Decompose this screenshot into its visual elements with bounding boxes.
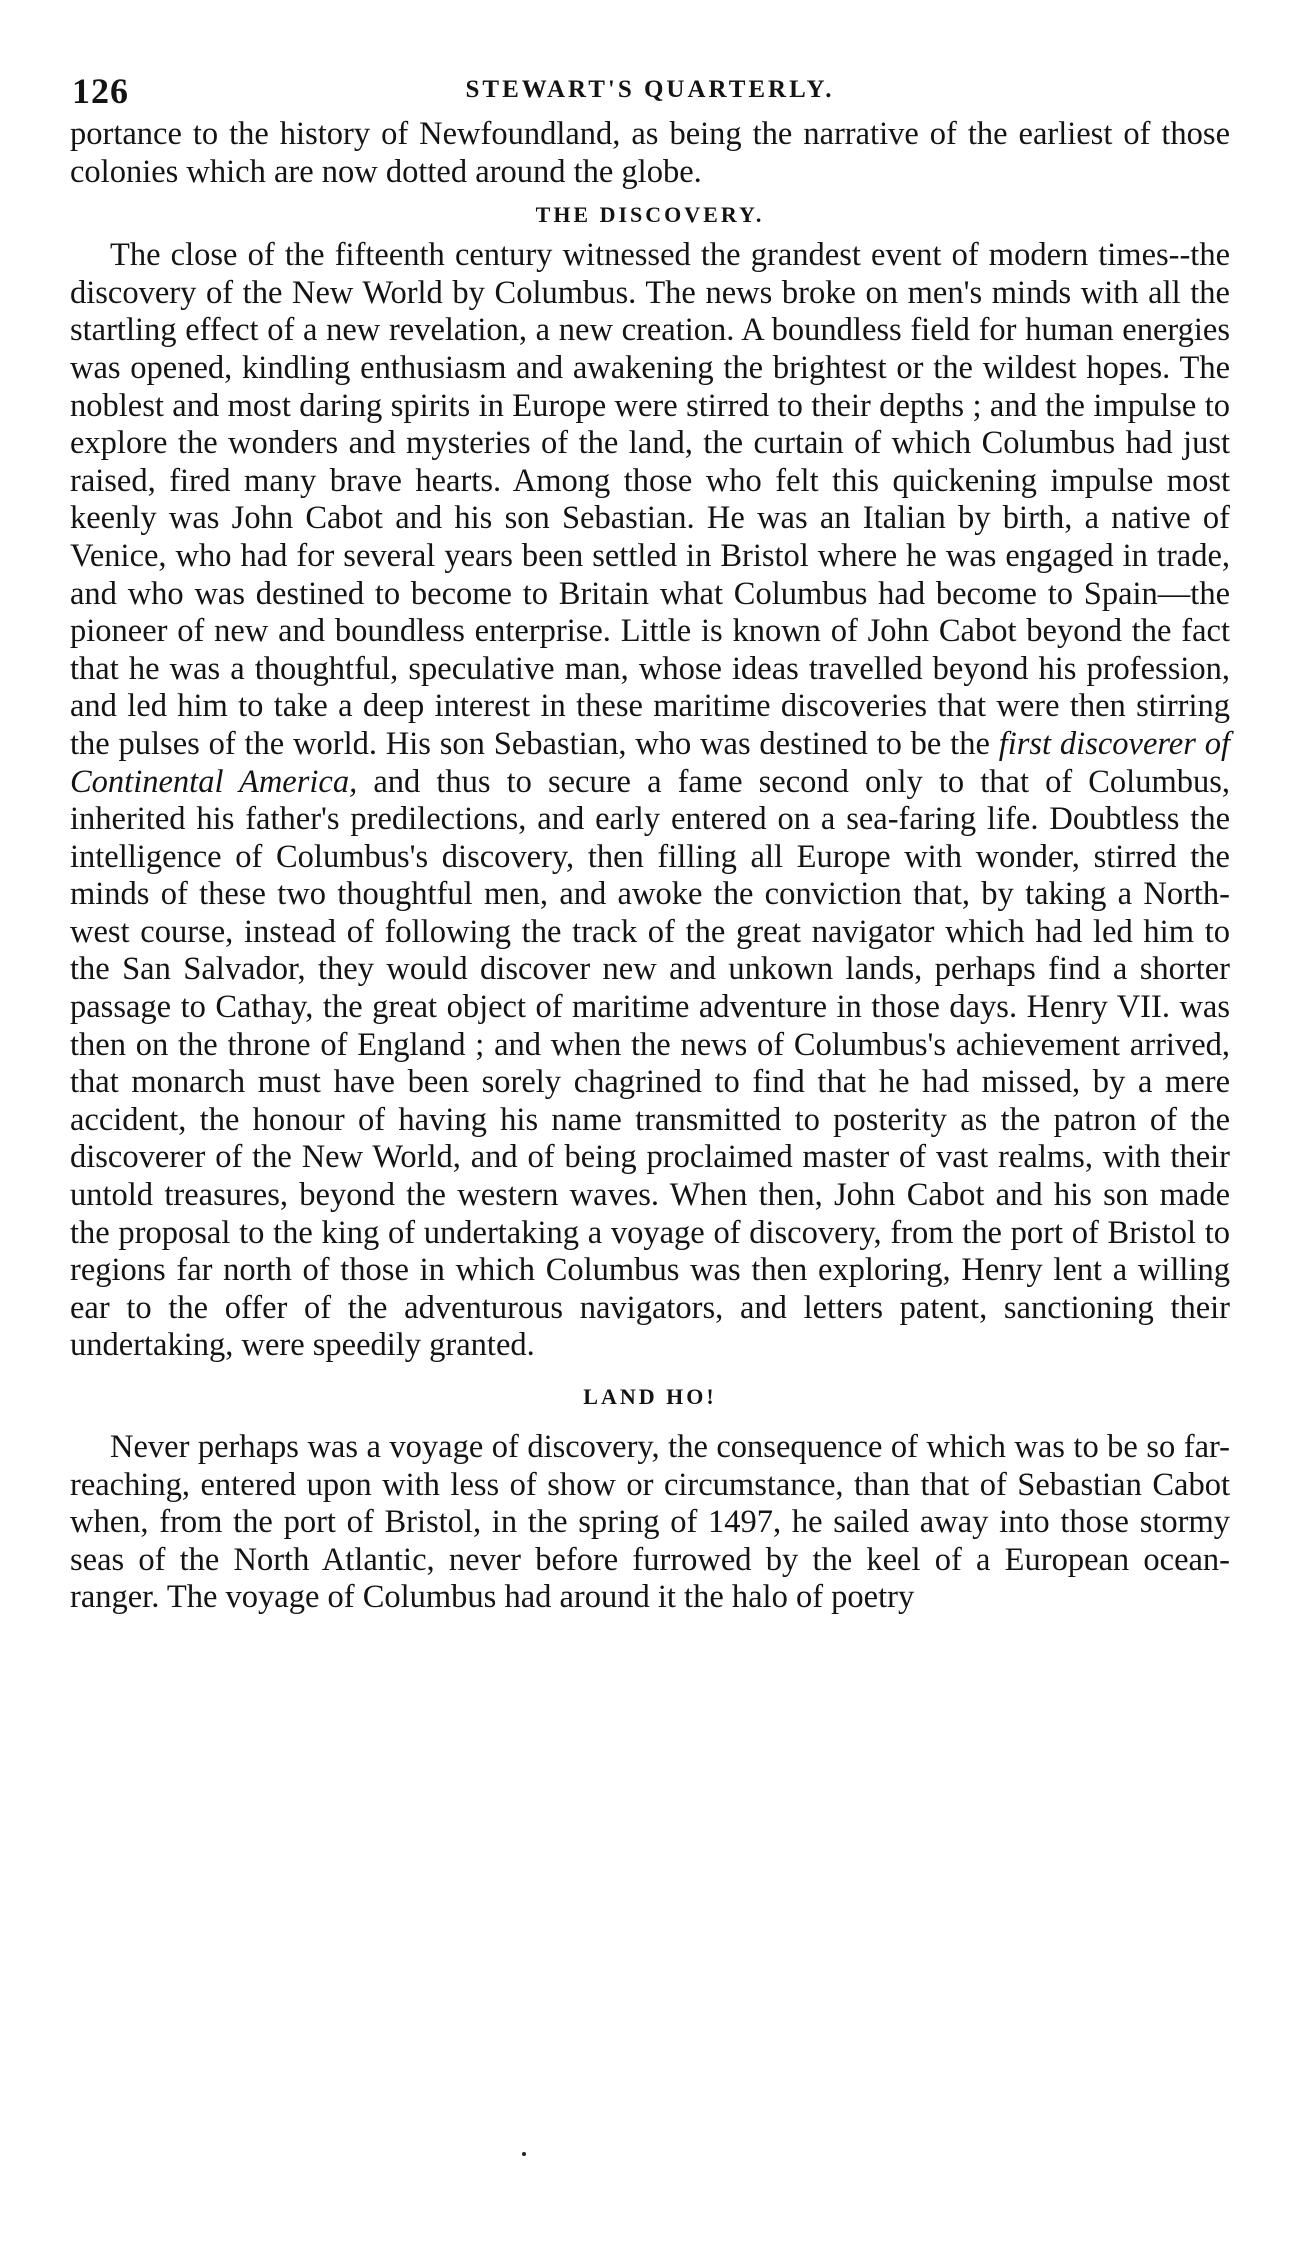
- discovery-paragraph-part-1: The close of the fifteenth century witnessed the grandest event of modern times--the discovery of the New World by Columbus. The news broke on men's minds with all the startling effect of a new revelation, a new creation. A boundless field for human energies was opened, kindling enthusiasm and awakening the brightest or the wildest hopes. The noblest and most daring spirits in Europe were stirred to their depths ; and the impulse to explore the wonders and mysteries of the land, the curtain of which Columbus had just raised, fired many brave hearts. Among those who felt this quickening impulse most keenly was John Cabot and his son Sebastian. He was an Italian by birth, a native of Venice, who had for several years been settled in Bristol where he was engaged in trade, and who was destined to become to Britain what Columbus had become to Spain—the pioneer of new and boundless enterprise. Little is known of John Cabot beyond the fact that he was a thoughtful, speculative man, whose ideas travelled beyond his profession, and led him to take a deep interest in these maritime discoveries that were then stirring the pulses of the world. His son Sebastian, who was destined to be the: [70, 237, 1230, 762]
- running-head: [70, 60, 1230, 116]
- opening-paragraph: portance to the history of Newfoundland, as being the narrative of the earliest of those colonies which are now dotted around the globe.: [70, 116, 1230, 190]
- footer-dot-mark: [522, 2152, 526, 2156]
- page-body: [70, 116, 1230, 1617]
- page-number: 126: [72, 71, 129, 111]
- section-heading-discovery: THE DISCOVERY.: [535, 202, 765, 228]
- discovery-paragraph-part-3: and thus to secure a fame second only to that of Columbus, inherited his father's predilections, and early entered on a sea-faring life. Doubtless the intelligence of Columbus's discovery, then filling all Europe with wonder, stirred the minds of these two thoughtful men, and awoke the conviction that, by taking a North-west course, instead of following the track of the great navigator which had led him to the San Salvador, they would discover new and unkown lands, perhaps find a shorter passage to Cathay, the great object of maritime adventure in those days. Henry VII. was then on the throne of England ; and when the news of Columbus's achievement arrived, that monarch must have been sorely chagrined to find that he had missed, by a mere accident, the honour of having his name transmitted to posterity as the patron of the discoverer of the New World, and of being proclaimed master of vast realms, with their untold treasures, beyond the western waves. When then, John Cabot and his son made the proposal to the king of undertaking a voyage of discovery, from the port of Bristol to regions far north of those in which Columbus was then exploring, Henry lent a willing ear to the offer of the adventurous navigators, and letters patent, sanctioning their undertaking, were speedily granted.: [70, 763, 1231, 1364]
- book-page: [70, 60, 1230, 1617]
- discovery-paragraph: [70, 237, 1230, 1365]
- running-title: STEWART'S QUARTERLY.: [465, 76, 835, 103]
- land-ho-paragraph: Never perhaps was a voyage of discovery, the consequence of which was to be so far-reaching, entered upon with less of show or circumstance, than that of Sebastian Cabot when, from the port of Bristol, in the spring of 1497, he sailed away into those stormy seas of the North Atlantic, never before furrowed by the keel of a European ocean-ranger. The voyage of Columbus had around it the halo of poetry: [70, 1429, 1230, 1616]
- section-heading-land-ho: LAND HO!: [583, 1384, 717, 1409]
- discovery-paragraph-italic-phrase: first discoverer of Continental America,: [70, 725, 1230, 800]
